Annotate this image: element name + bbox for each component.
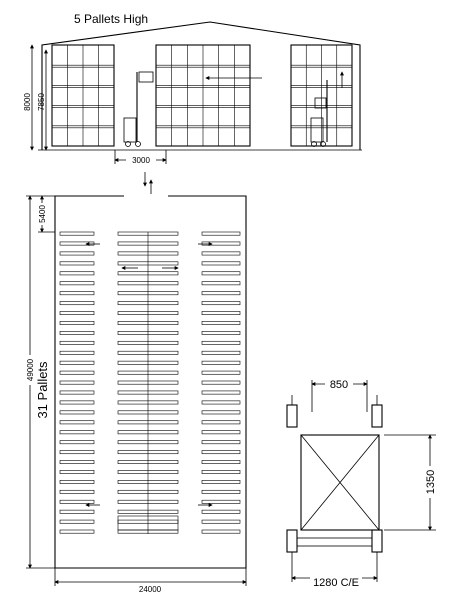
pallet-row (202, 421, 240, 424)
pallet-row (202, 401, 240, 404)
pallet-row (202, 361, 240, 364)
pallet-count-label: 31 Pallets (35, 361, 50, 419)
pallet-row (60, 500, 94, 503)
pallet-row (202, 282, 240, 285)
upright-bottom-right (372, 530, 382, 552)
pallet-row (202, 480, 240, 483)
plan-rack-column (202, 232, 240, 533)
pallet-row (202, 302, 240, 305)
pallet-row (202, 381, 240, 384)
dim-aisle-width: 3000 (132, 156, 150, 165)
plan-view (24, 196, 246, 594)
pallet-row (60, 242, 94, 245)
entry-arrows (145, 172, 151, 194)
pallet-row (202, 500, 240, 503)
pallet-row (60, 391, 94, 394)
pallet-detail (287, 378, 437, 589)
dim-opening-width: 850 (329, 379, 349, 391)
elevation-title: 5 Pallets High (74, 12, 149, 26)
pallet-row (60, 530, 94, 533)
upright-top-right (372, 405, 382, 427)
pallet-row (60, 282, 94, 285)
dim-beam-height: 7850 (37, 93, 46, 111)
pallet-row (60, 232, 94, 235)
pallet-row (60, 321, 94, 324)
pallet-row (202, 321, 240, 324)
pallet-row (60, 331, 94, 334)
pallet-row (202, 331, 240, 334)
pallet-row (60, 371, 94, 374)
pallet-row (202, 341, 240, 344)
elevation-rack-block (156, 45, 250, 146)
front-beam (297, 538, 372, 546)
pallet-row (60, 451, 94, 454)
pallet-row (202, 470, 240, 473)
pallet-row (60, 341, 94, 344)
pallet-row (60, 401, 94, 404)
pallet-row (202, 510, 240, 513)
pallet-row (60, 520, 94, 523)
pallet-row (60, 361, 94, 364)
pallet-row (202, 391, 240, 394)
pallet-row (60, 470, 94, 473)
pallet-row (202, 351, 240, 354)
pallet-row (60, 411, 94, 414)
pallet-row (202, 411, 240, 414)
pallet-row (60, 431, 94, 434)
dim-end-clearance: 5400 (38, 205, 47, 223)
pallet-row (202, 292, 240, 295)
pallet-row (202, 311, 240, 314)
pallet-row (202, 252, 240, 255)
pallet-row (202, 520, 240, 523)
plan-rack-rows (60, 232, 240, 534)
elevation-rack-blocks (52, 45, 352, 146)
pallet-row (60, 351, 94, 354)
elevation-rack-block (291, 45, 352, 146)
pallet-row (60, 252, 94, 255)
pallet-row (202, 451, 240, 454)
pallet-row (60, 272, 94, 275)
elevation-view (23, 12, 362, 165)
pallet-row (202, 530, 240, 533)
upright-top-left (287, 405, 297, 427)
pallet-row (60, 292, 94, 295)
pallet-row (60, 441, 94, 444)
upright-bottom-left (287, 530, 297, 552)
pallet-row (202, 262, 240, 265)
pallet-row (202, 490, 240, 493)
elevation-rack-block (52, 45, 114, 146)
pallet-row (60, 381, 94, 384)
pallet-row (60, 302, 94, 305)
pallet-row (60, 421, 94, 424)
dim-pallet-depth: 1350 (425, 469, 437, 495)
pallet-row (202, 371, 240, 374)
pallet-row (60, 510, 94, 513)
pallet-row (60, 490, 94, 493)
plan-rack-column (118, 232, 178, 534)
dim-beam-centres: 1280 C/E (313, 577, 359, 589)
dim-total-height: 8000 (23, 93, 32, 111)
building-roof-outline (42, 22, 360, 150)
pallet-row (202, 232, 240, 235)
pallet-row (60, 311, 94, 314)
pallet-row (202, 441, 240, 444)
pallet-row (202, 460, 240, 463)
pallet-row (60, 460, 94, 463)
reach-truck-right (311, 80, 327, 147)
reach-truck-left (124, 72, 153, 147)
pallet-row (60, 480, 94, 483)
dim-width: 24000 (138, 585, 162, 594)
pallet-row (202, 272, 240, 275)
plan-rack-column (60, 232, 94, 533)
pallet-row (60, 262, 94, 265)
dim-length: 49000 (26, 358, 35, 382)
pallet-row (202, 242, 240, 245)
pallet-row (202, 431, 240, 434)
